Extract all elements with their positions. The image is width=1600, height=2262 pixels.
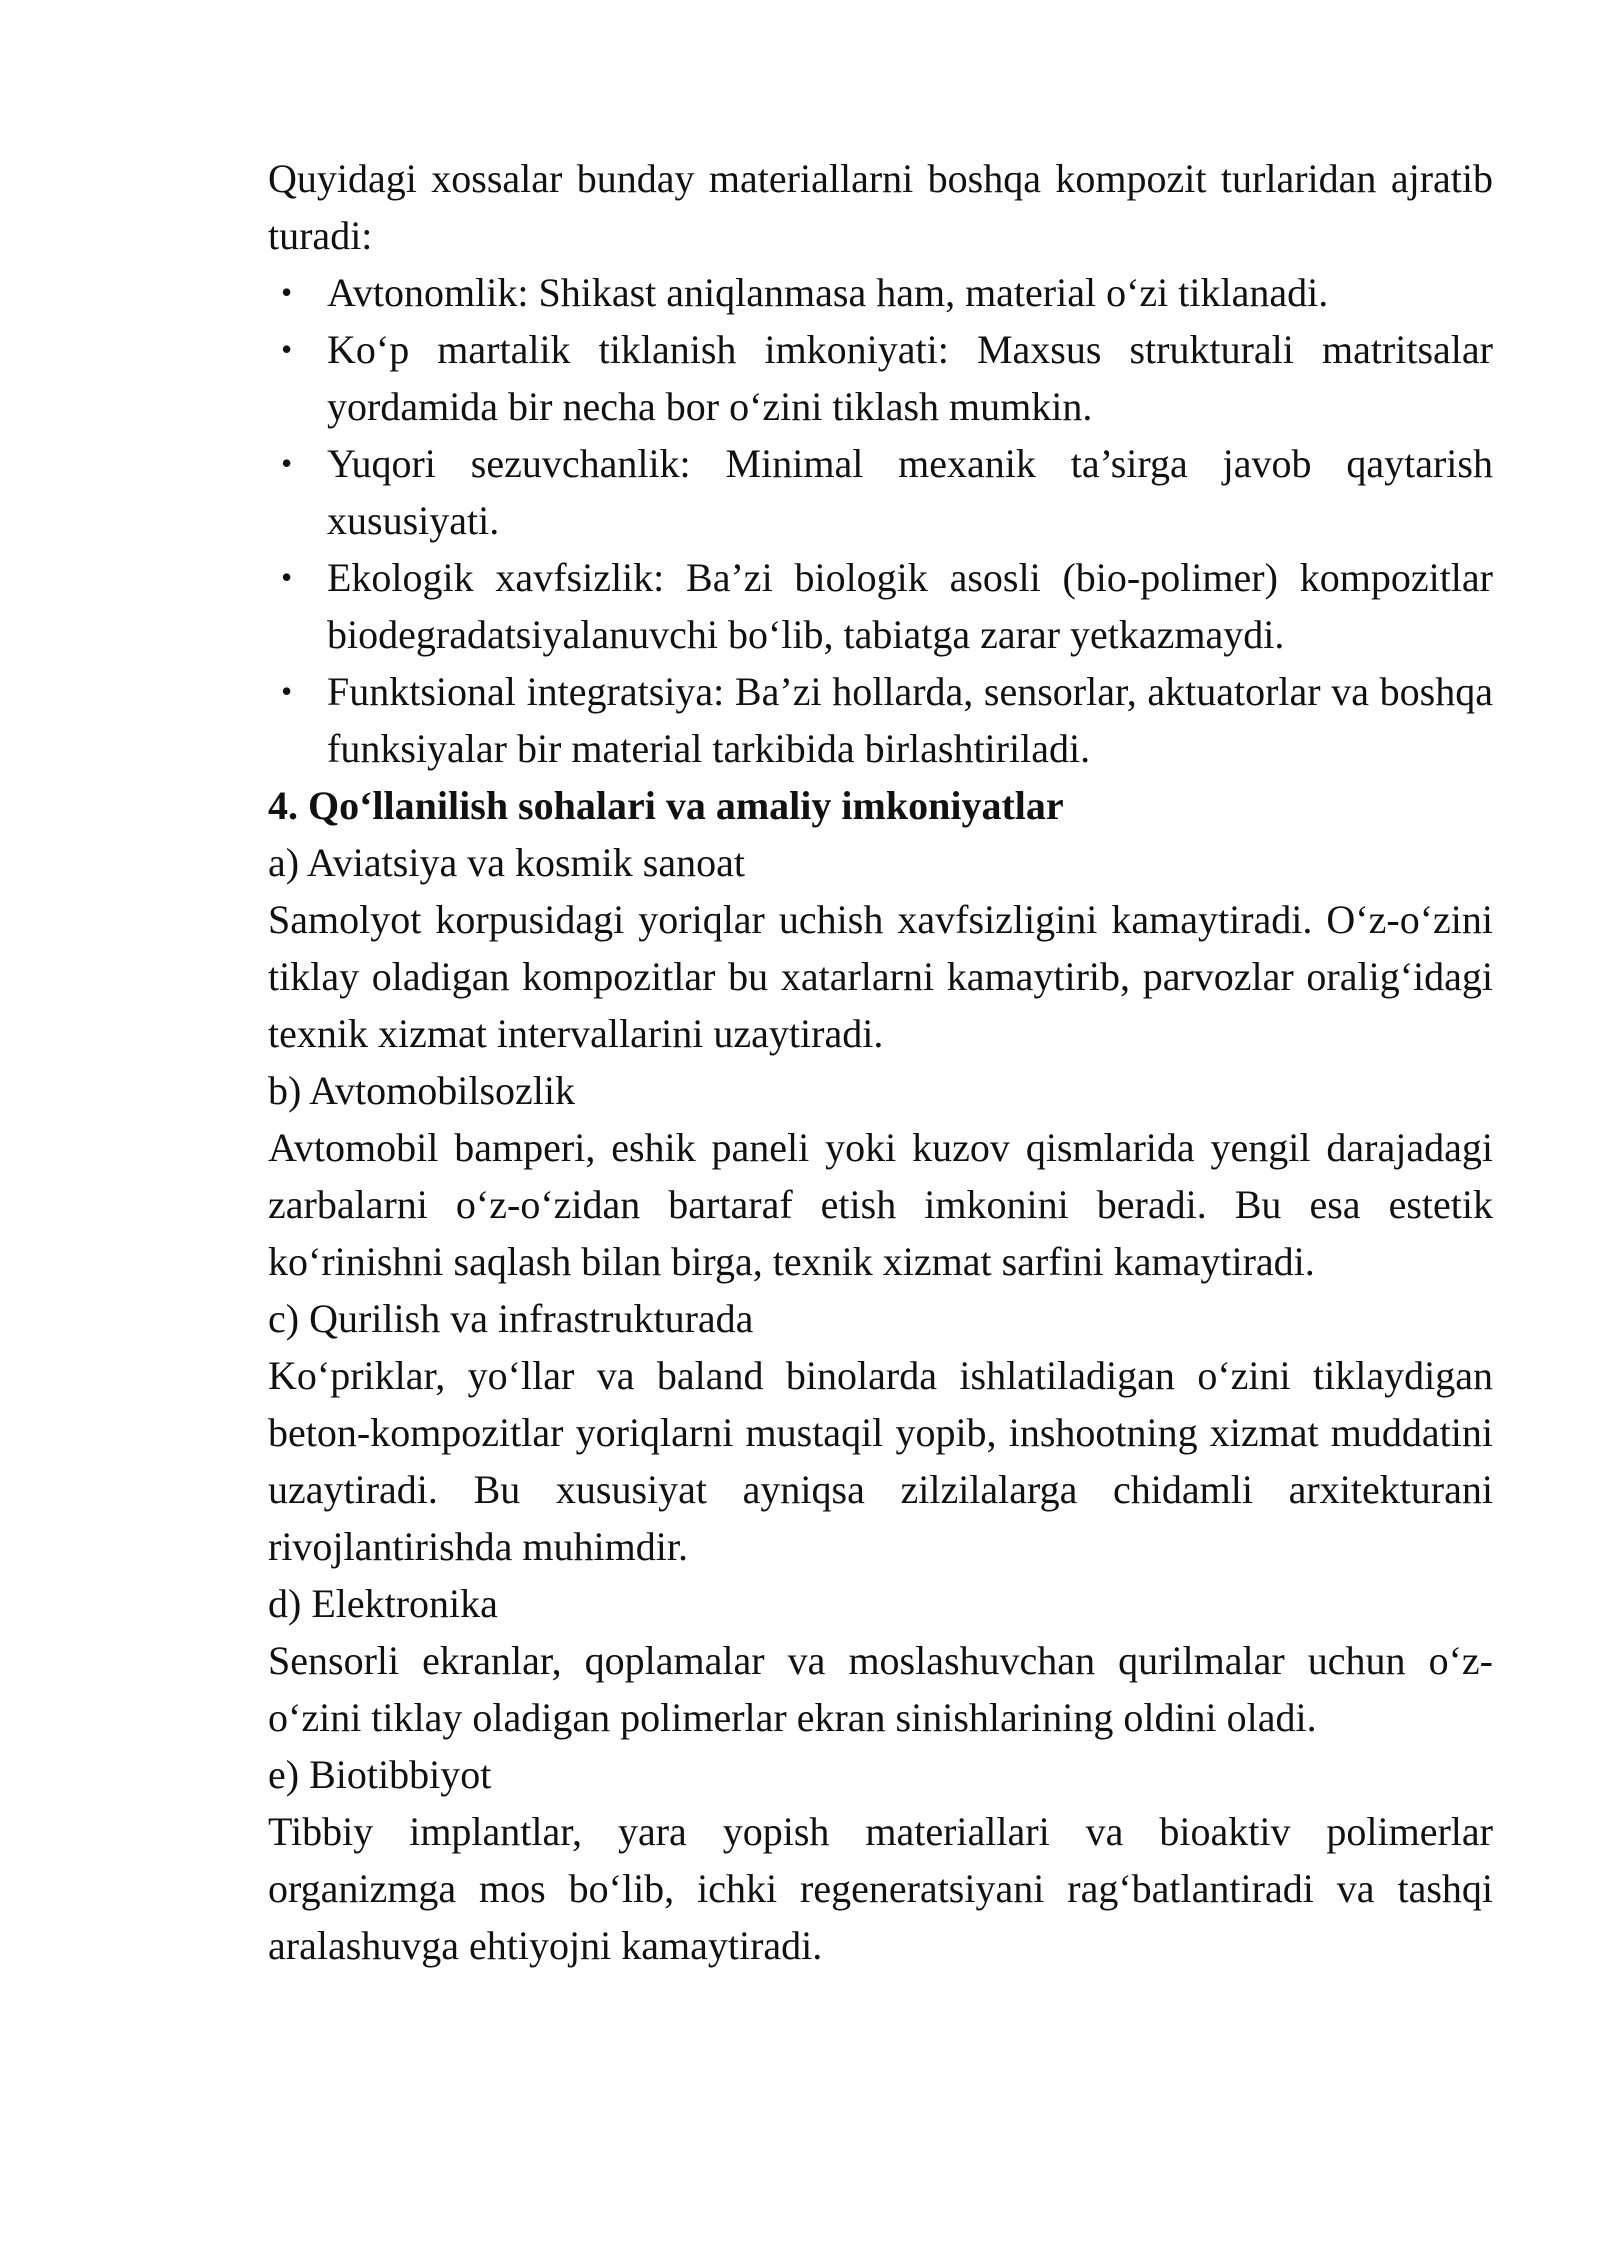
bullet-icon: • [281,331,293,367]
list-item [268,321,1493,435]
subsection-paragraph: Ko‘priklar, yo‘llar va baland binolarda ishlatiladigan o‘zini tiklaydigan beton-kompozitlar yoriqlarni mustaqil yopib, inshootning xizmat muddatini uzaytiradi. Bu xususiyat ayniqsa zilzilalarga chidamli arxitekturani rivojlantirishda muhimdir. [268,1353,1493,1569]
properties-list [268,264,1493,777]
section-heading: 4. Qo‘llanilish sohalari va amaliy imkoniyatlar [268,783,1064,828]
subsection-paragraph: Tibbiy implantlar, yara yopish materiallari va bioaktiv polimerlar organizmga mos bo‘lib, ichki regeneratsiyani rag‘batlantiradi va tashqi aralashuvga ehtiyojni kamaytiradi. [268,1809,1493,1968]
bullet-icon: • [281,559,293,595]
list-item [268,264,1493,321]
bullet-icon: • [281,274,293,310]
list-item-text: Yuqori sezuvchanlik: Minimal mexanik ta’sirga javob qaytarish xususiyati. [327,441,1493,543]
document-page [268,150,1493,1974]
subsection-title: d) Elektronika [268,1581,498,1626]
intro-paragraph: Quyidagi xossalar bunday materiallarni boshqa kompozit turlaridan ajratib turadi: [268,156,1493,258]
list-item [268,549,1493,663]
subsection-paragraph: Samolyot korpusidagi yoriqlar uchish xavfsizligini kamaytiradi. O‘z-o‘zini tiklay oladigan kompozitlar bu xatarlarni kamaytirib, parvozlar oralig‘idagi texnik xizmat intervallarini uzaytiradi. [268,897,1493,1056]
list-item-text: Ekologik xavfsizlik: Ba’zi biologik asosli (bio-polimer) kompozitlar biodegradatsiyalanuvchi bo‘lib, tabiatga zarar yetkazmaydi. [327,555,1493,657]
list-item-text: Funktsional integratsiya: Ba’zi hollarda, sensorlar, aktuatorlar va boshqa funksiyalar bir material tarkibida birlashtiriladi. [327,669,1493,771]
list-item [268,435,1493,549]
subsection-title: e) Biotibbiyot [268,1752,492,1797]
bullet-icon: • [281,445,293,481]
subsection-paragraph: Sensorli ekranlar, qoplamalar va moslashuvchan qurilmalar uchun o‘z-o‘zini tiklay oladigan polimerlar ekran sinishlarining oldini oladi. [268,1638,1493,1740]
list-item [268,663,1493,777]
subsection-title: a) Aviatsiya va kosmik sanoat [268,840,745,885]
bullet-icon: • [281,673,293,709]
subsection-paragraph: Avtomobil bamperi, eshik paneli yoki kuzov qismlarida yengil darajadagi zarbalarni o‘z-o‘zidan bartaraf etish imkonini beradi. Bu esa estetik ko‘rinishni saqlash bilan birga, texnik xizmat sarfini kamaytiradi. [268,1125,1493,1284]
list-item-text: Ko‘p martalik tiklanish imkoniyati: Maxsus strukturali matritsalar yordamida bir necha bor o‘zini tiklash mumkin. [327,327,1493,429]
subsection-title: c) Qurilish va infrastrukturada [268,1296,754,1341]
list-item-text: Avtonomlik: Shikast aniqlanmasa ham, material o‘zi tiklanadi. [327,270,1329,315]
subsection-title: b) Avtomobilsozlik [268,1068,576,1113]
